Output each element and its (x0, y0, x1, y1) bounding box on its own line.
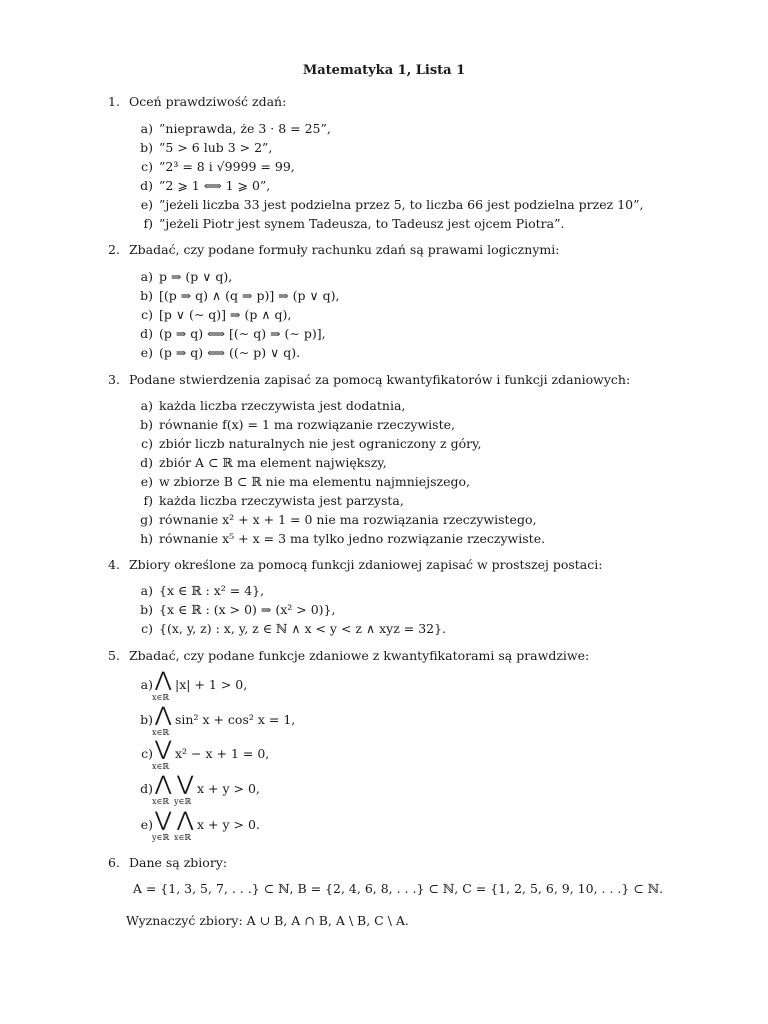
question-1 (108, 94, 728, 109)
item-text: ”5 > 6 lub 3 > 2”, (159, 140, 273, 155)
q1-item-b (133, 140, 272, 155)
q2-item-b (133, 288, 339, 303)
q3-item-f (133, 493, 404, 508)
item-text: ”2³ = 8 i √9999 = 99, (159, 159, 295, 174)
question-4 (108, 557, 728, 572)
item-label: f) (143, 493, 153, 508)
quantifier-symbol: ⋁ (155, 736, 172, 760)
item-expression: sin² x + cos² x = 1, (175, 712, 296, 727)
item-text: ”nieprawda, że 3 · 8 = 25”, (159, 121, 331, 136)
q4-item-a (133, 583, 264, 598)
item-text: równanie x² + x + 1 = 0 nie ma rozwiązania rzeczywistego, (159, 512, 537, 527)
item-text: równanie x⁵ + x = 3 ma tylko jedno rozwiązanie rzeczywiste. (159, 531, 546, 546)
item-label: e) (140, 197, 153, 212)
item-text: równanie f(x) = 1 ma rozwiązanie rzeczywiste, (159, 417, 455, 432)
item-label: d) (140, 326, 153, 341)
quantifier-symbol: ⋀ (177, 807, 194, 831)
sets-definition: A = {1, 3, 5, 7, . . .} ⊂ ℕ, B = {2, 4, 6, 8, . . .} ⊂ ℕ, C = {1, 2, 5, 6, 9, 10, . . .} ⊂ ℕ. (132, 881, 664, 896)
question-2 (108, 242, 728, 257)
item-text: w zbiorze B ⊂ ℝ nie ma elementu najmniejszego, (159, 474, 470, 489)
item-label: a) (140, 121, 153, 136)
item-expression: x + y > 0, (197, 781, 260, 796)
question-text: Podane stwierdzenia zapisać za pomocą kwantyfikatorów i funkcji zdaniowych: (128, 372, 631, 387)
item-text: ”2 ⩾ 1 ⟺ 1 ⩾ 0”, (159, 178, 271, 193)
question-text: Zbiory określone za pomocą funkcji zdaniowej zapisać w prostszej postaci: (128, 557, 603, 572)
item-label: d) (140, 781, 153, 796)
page-title: Matematyka 1, Lista 1 (302, 63, 466, 78)
question-number: 2. (108, 242, 120, 257)
item-expression: x² − x + 1 = 0, (175, 746, 270, 761)
question-number: 5. (108, 648, 120, 663)
item-label: e) (140, 817, 153, 832)
task-text: Wyznaczyć zbiory: A ∪ B, A ∩ B, A \ B, C \ A. (126, 913, 409, 928)
item-text: {x ∈ ℝ : (x > 0) ⇒ (x² > 0)}, (159, 602, 336, 617)
item-label: a) (140, 398, 153, 413)
question-text: Zbadać, czy podane funkcje zdaniowe z kwantyfikatorami są prawdziwe: (128, 648, 590, 663)
item-text: (p ⇒ q) ⟺ [(∼ q) ⇒ (∼ p)], (159, 326, 326, 341)
q2-item-c (133, 307, 291, 322)
item-label: d) (140, 455, 153, 470)
item-label: a) (140, 583, 153, 598)
item-text: ”jeżeli liczba 33 jest podzielna przez 5, to liczba 66 jest podzielna przez 10”, (159, 197, 644, 212)
question-3 (108, 372, 728, 387)
item-label: a) (140, 269, 153, 284)
q3-item-c (133, 436, 482, 451)
item-text: (p ⇒ q) ⟺ ((∼ p) ∨ q). (159, 345, 301, 360)
quantifier-subscript: x∈ℝ (152, 728, 170, 737)
q3-item-a (133, 398, 405, 413)
q1-item-a (133, 121, 331, 136)
item-label: f) (143, 216, 153, 231)
question-text: Dane są zbiory: (128, 855, 228, 870)
item-label: h) (140, 531, 153, 546)
item-label: g) (140, 512, 153, 527)
question-number: 4. (108, 557, 120, 572)
quantifier-subscript: y∈ℝ (152, 833, 170, 842)
q2-item-d (133, 326, 326, 341)
item-label: b) (140, 712, 153, 727)
quantifier-symbol: ⋀ (155, 702, 172, 726)
question-number: 6. (108, 855, 120, 870)
item-text: zbiór A ⊂ ℝ ma element największy, (159, 455, 387, 470)
item-expression: x + y > 0. (197, 817, 260, 832)
q3-item-b (133, 417, 455, 432)
q3-item-h (133, 531, 545, 546)
item-text: {(x, y, z) : x, y, z ∈ ℕ ∧ x < y < z ∧ xyz = 32}. (159, 621, 447, 636)
item-label: c) (141, 621, 153, 636)
quantifier-symbol: ⋁ (155, 807, 172, 831)
item-label: d) (140, 178, 153, 193)
quantifier-symbol: ⋀ (155, 667, 172, 691)
item-label: c) (141, 436, 153, 451)
item-label: e) (140, 474, 153, 489)
item-text: {x ∈ ℝ : x² = 4}, (159, 583, 265, 598)
quantifier-subscript: x∈ℝ (152, 797, 170, 806)
quantifier-symbol: ⋀ (155, 771, 172, 795)
q1-item-d (133, 178, 270, 193)
question-number: 3. (108, 372, 120, 387)
item-text: każda liczba rzeczywista jest parzysta, (159, 493, 404, 508)
question-6 (108, 855, 728, 870)
item-label: c) (141, 307, 153, 322)
item-text: zbiór liczb naturalnych nie jest ograniczony z góry, (159, 436, 482, 451)
item-text: [(p ⇒ q) ∧ (q ⇒ p)] ⇒ (p ∨ q), (159, 288, 340, 303)
q3-item-d (133, 455, 387, 470)
question-number: 1. (108, 94, 120, 109)
question-text: Oceń prawdziwość zdań: (128, 94, 287, 109)
q2-item-a (133, 269, 232, 284)
item-label: b) (140, 288, 153, 303)
quantifier-subscript: x∈ℝ (152, 693, 170, 702)
q1-item-e (133, 197, 643, 212)
item-text: ”jeżeli Piotr jest synem Tadeusza, to Tadeusz jest ojcem Piotra”. (159, 216, 565, 231)
item-label: a) (140, 677, 153, 692)
q1-item-c (133, 159, 295, 174)
q3-item-e (133, 474, 470, 489)
quantifier-subscript: y∈ℝ (174, 797, 192, 806)
item-label: e) (140, 345, 153, 360)
item-label: c) (141, 159, 153, 174)
quantifier-subscript: x∈ℝ (174, 833, 192, 842)
item-label: b) (140, 602, 153, 617)
q4-item-b (133, 602, 335, 617)
q4-item-c (133, 621, 446, 636)
item-text: każda liczba rzeczywista jest dodatnia, (159, 398, 406, 413)
item-text: [p ∨ (∼ q)] ⇒ (p ∧ q), (159, 307, 292, 322)
q3-item-g (133, 512, 536, 527)
question-text: Zbadać, czy podane formuły rachunku zdań są prawami logicznymi: (128, 242, 560, 257)
item-expression: |x| + 1 > 0, (175, 677, 248, 692)
question-5 (108, 648, 728, 663)
item-label: b) (140, 417, 153, 432)
item-text: p ⇒ (p ∨ q), (159, 269, 233, 284)
quantifier-symbol: ⋁ (177, 771, 194, 795)
item-label: c) (141, 746, 153, 761)
item-label: b) (140, 140, 153, 155)
q2-item-e (133, 345, 300, 360)
quantifier-subscript: x∈ℝ (152, 762, 170, 771)
q1-item-f (133, 216, 564, 231)
